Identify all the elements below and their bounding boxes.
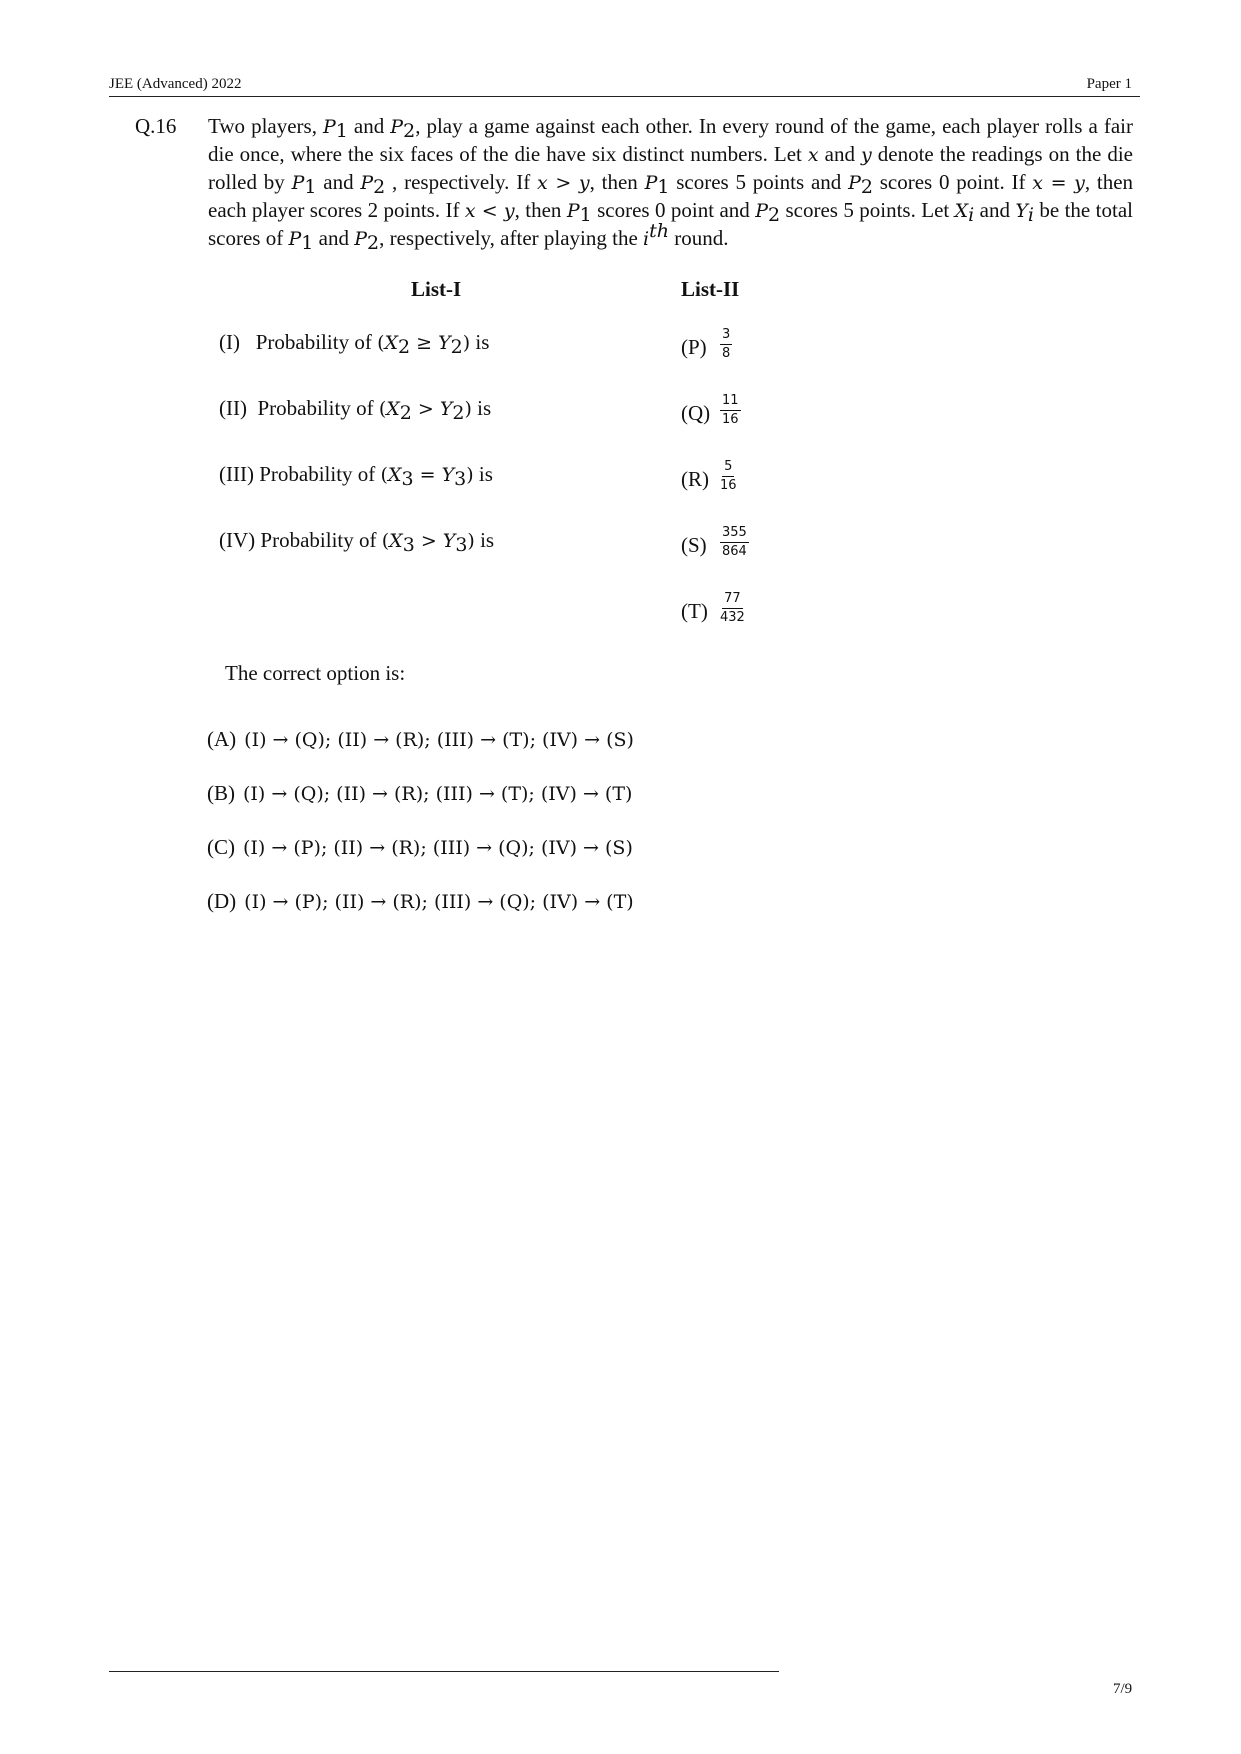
list-i-item: (III) Probability of $(X_3 = Y_3)$ is — [219, 462, 493, 490]
list-ii-fraction: $\frac{77}{432}$ — [720, 591, 745, 625]
answer-option-c[interactable]: (C) (I) → (P); (II) → (R); (III) → (Q); (IV) → (S) — [207, 835, 633, 859]
list-i-item: (II) Probability of $(X_2 > Y_2)$ is — [219, 396, 492, 424]
question-stem: Two players, $P_1$ and $P_2$, play a game against each other. In every round of the game, each player rolls a fair die once, where the six faces of the die have six distinct numbers. Let x and y denote the readings on the die rolled by $P_1$ and $P_2$ , respectively. If x > y, then $P_1$ scores 5 points and $P_2$ scores 0 point. If x = y, then each player scores 2 points. If x < y, then $P_1$ scores 0 point and $P_2$ scores 5 points. Let $X_i$ and $Y_i$ be the total scores of $P_1$ and $P_2$, respectively, after playing the $i^{th}$ round. — [208, 114, 1134, 254]
list-ii-label: (R) — [681, 467, 709, 491]
answer-prompt: The correct option is: — [225, 661, 406, 685]
list-i-header: List-I — [411, 277, 462, 301]
list-i-item: (IV) Probability of $(X_3 > Y_3)$ is — [219, 528, 495, 556]
answer-option-b[interactable]: (B) (I) → (Q); (II) → (R); (III) → (T); (IV) → (T) — [207, 781, 633, 805]
list-i-item: (I) Probability of $(X_2 \ge Y_2)$ is — [219, 330, 490, 358]
footer-divider — [109, 1671, 779, 1672]
answer-option-d[interactable]: (D) (I) → (P); (II) → (R); (III) → (Q); (IV) → (T) — [207, 889, 634, 913]
list-ii-label: (T) — [681, 599, 708, 623]
header-divider — [109, 96, 1140, 97]
list-ii-fraction: $\frac{355}{864}$ — [722, 525, 747, 559]
answer-option-a[interactable]: (A) (I) → (Q); (II) → (R); (III) → (T); (IV) → (S) — [207, 727, 634, 751]
list-ii-label: (Q) — [681, 401, 711, 425]
list-ii-label: (S) — [681, 533, 707, 557]
header-paper-label: Paper 1 — [1086, 76, 1132, 92]
question-number: Q.16 — [135, 114, 177, 138]
list-ii-header: List-II — [681, 277, 740, 301]
list-ii-fraction: $\frac{11}{16}$ — [722, 393, 739, 427]
page-number: 7/9 — [1113, 1681, 1133, 1697]
header-exam-title: JEE (Advanced) 2022 — [109, 76, 242, 92]
list-ii-fraction: $\frac{5}{16}$ — [720, 459, 737, 493]
list-ii-fraction: $\frac{3}{8}$ — [722, 327, 731, 361]
list-ii-label: (P) — [681, 335, 707, 359]
